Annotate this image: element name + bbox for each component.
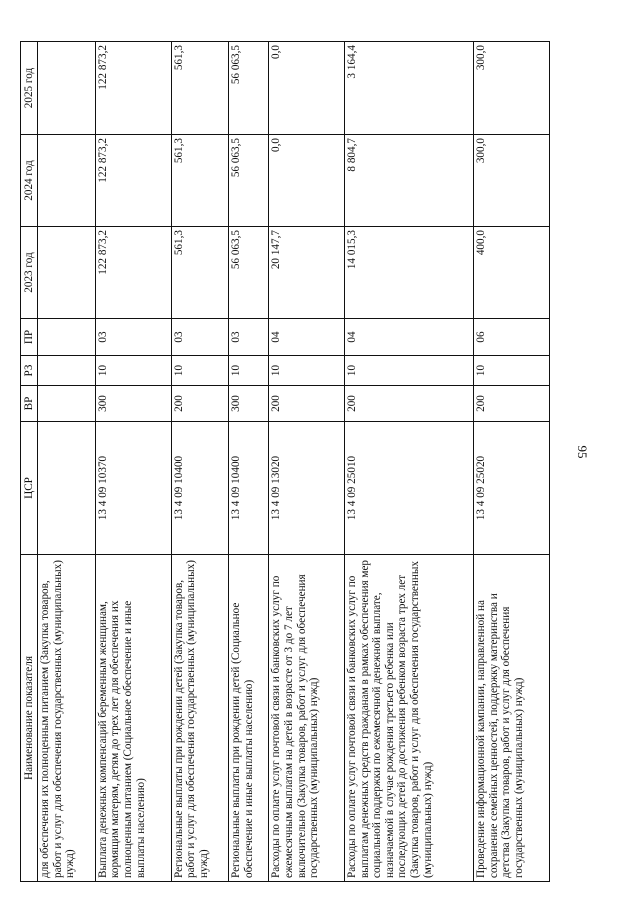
row-pr: 06 (474, 319, 550, 356)
table-row (171, 42, 229, 882)
header-rz: РЗ (21, 356, 38, 386)
table-header-row (21, 42, 38, 882)
page-number: 95 (575, 445, 590, 459)
row-2025: 561,3 (171, 42, 229, 135)
row-2025 (38, 42, 96, 135)
row-vr: 300 (95, 386, 171, 422)
row-vr: 200 (474, 386, 550, 422)
row-pr: 03 (95, 319, 171, 356)
table-row (229, 42, 269, 882)
row-rz (38, 356, 96, 386)
row-csr: 13 4 09 10370 (95, 422, 171, 555)
row-rz: 10 (229, 356, 269, 386)
row-2025: 3 164,4 (345, 42, 474, 135)
row-csr: 13 4 09 25010 (345, 422, 474, 555)
row-csr: 13 4 09 10400 (171, 422, 229, 555)
row-csr (38, 422, 96, 555)
row-2024: 122 873,2 (95, 135, 171, 227)
row-2025: 300,0 (474, 42, 550, 135)
header-2025: 2025 год (21, 42, 38, 135)
row-name: Расходы по оплате услуг почтовой связи и банковских услуг по ежемесячным выплатам на детей в возрасте от 3 до 7 лет включительно (Закупка товаров, работ и услуг для обеспечения государственных (муниципальных) нужд) (269, 555, 345, 882)
row-pr: 04 (345, 319, 474, 356)
row-2025: 0,0 (269, 42, 345, 135)
row-2024: 56 063,5 (229, 135, 269, 227)
header-vr: ВР (21, 386, 38, 422)
row-pr: 03 (171, 319, 229, 356)
row-rz: 10 (171, 356, 229, 386)
row-2023: 56 063,5 (229, 227, 269, 319)
row-vr (38, 386, 96, 422)
table-row (95, 42, 171, 882)
row-2023: 561,3 (171, 227, 229, 319)
budget-table (20, 41, 550, 882)
row-2024: 8 804,7 (345, 135, 474, 227)
table-row (345, 42, 474, 882)
row-2024: 561,3 (171, 135, 229, 227)
row-rz: 10 (474, 356, 550, 386)
row-2023: 400,0 (474, 227, 550, 319)
row-2023: 20 147,7 (269, 227, 345, 319)
row-name: Региональные выплаты при рождении детей (Закупка товаров, работ и услуг для обеспечения государственных (муниципальных) нужд) (171, 555, 229, 882)
row-csr: 13 4 09 13020 (269, 422, 345, 555)
table-row (474, 42, 550, 882)
header-csr: ЦСР (21, 422, 38, 555)
row-name: Выплата денежных компенсаций беременным женщинам, кормящим матерям, детям до трех лет для обеспечения их полноценным питанием (Социальное обеспечение и иные выплаты населению) (95, 555, 171, 882)
row-name: Региональные выплаты при рождении детей (Социальное обеспечение и иные выплаты населению) (229, 555, 269, 882)
row-vr: 200 (345, 386, 474, 422)
row-2023: 14 015,3 (345, 227, 474, 319)
row-pr: 04 (269, 319, 345, 356)
header-2024: 2024 год (21, 135, 38, 227)
row-name: Проведение информационной кампании, направленной на сохранение семейных ценностей, поддержку материнства и детства (Закупка товаров, работ и услуг для обеспечения государственных (муниципальных) нужд) (474, 555, 550, 882)
row-2023 (38, 227, 96, 319)
table-row (269, 42, 345, 882)
row-2024 (38, 135, 96, 227)
row-name: Расходы по оплате услуг почтовой связи и банковских услуг по выплатам денежных средств гражданам в рамках обеспечения мер социальной поддержки по ежемесячной денежной выплате, назначаемой в случае рождения третьего ребенка или последующих детей до достижения ребенком возраста трех лет (Закупка товаров, работ и услуг для обеспечения государственных (муниципальных) нужд) (345, 555, 474, 882)
header-name: Наименование показателя (21, 555, 38, 882)
rotated-table-container (20, 42, 550, 882)
row-2024: 300,0 (474, 135, 550, 227)
row-rz: 10 (269, 356, 345, 386)
row-vr: 300 (229, 386, 269, 422)
row-2025: 122 873,2 (95, 42, 171, 135)
row-vr: 200 (269, 386, 345, 422)
row-name: для обеспечения их полноценным питанием (Закупка товаров, работ и услуг для обеспечения государственных (муниципальных) нужд) (38, 555, 96, 882)
row-pr (38, 319, 96, 356)
row-rz: 10 (95, 356, 171, 386)
row-2024: 0,0 (269, 135, 345, 227)
row-rz: 10 (345, 356, 474, 386)
header-2023: 2023 год (21, 227, 38, 319)
row-2023: 122 873,2 (95, 227, 171, 319)
row-vr: 200 (171, 386, 229, 422)
row-csr: 13 4 09 25020 (474, 422, 550, 555)
table-row (38, 42, 96, 882)
row-2025: 56 063,5 (229, 42, 269, 135)
header-pr: ПР (21, 319, 38, 356)
row-pr: 03 (229, 319, 269, 356)
row-csr: 13 4 09 10400 (229, 422, 269, 555)
